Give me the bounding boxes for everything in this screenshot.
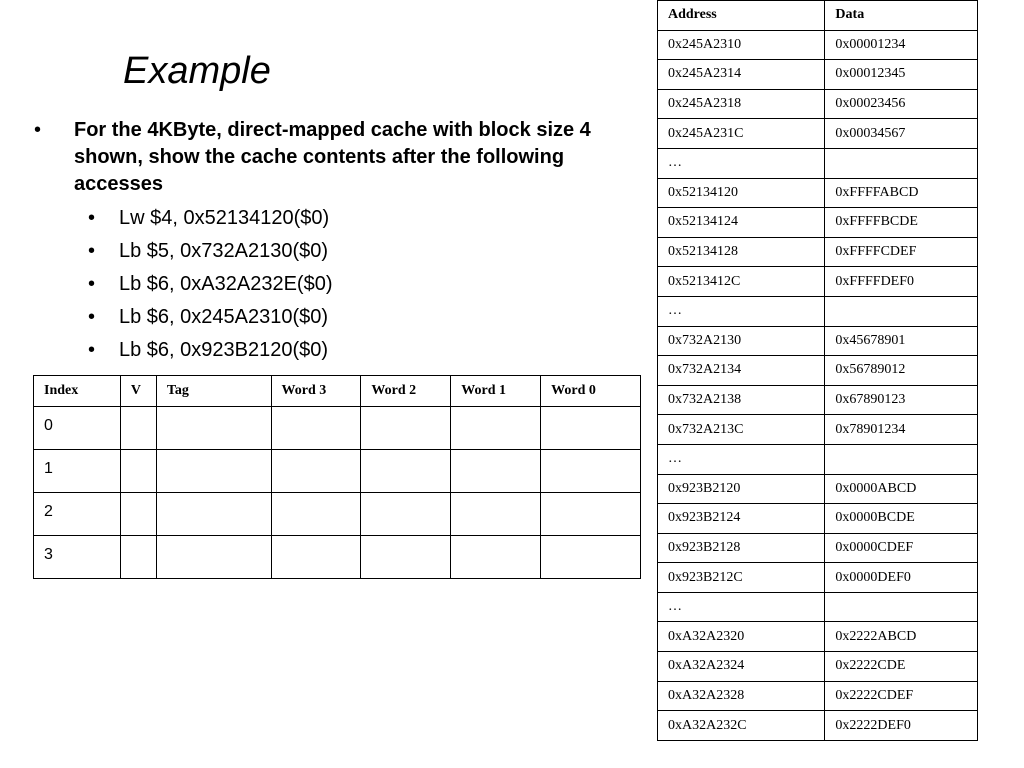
memory-row xyxy=(658,208,978,238)
cache-row xyxy=(34,536,641,579)
cache-cell-word1 xyxy=(451,536,541,579)
bullet-dot-icon: • xyxy=(88,339,96,361)
access-item xyxy=(74,301,614,334)
memory-row xyxy=(658,30,978,60)
memory-cell-address: … xyxy=(658,296,825,326)
cache-cell-valid xyxy=(120,536,156,579)
memory-row xyxy=(658,681,978,711)
cache-cell-index: 3 xyxy=(34,536,121,579)
memory-cell-address: 0xA32A2324 xyxy=(658,652,825,682)
bullet-dot-icon: • xyxy=(88,306,96,328)
cache-row xyxy=(34,407,641,450)
memory-row xyxy=(658,563,978,593)
cache-cell-index: 1 xyxy=(34,450,121,493)
memory-row xyxy=(658,533,978,563)
cache-cell-index: 0 xyxy=(34,407,121,450)
memory-cell-data: 0x56789012 xyxy=(825,356,978,386)
memory-cell-data: 0x0000ABCD xyxy=(825,474,978,504)
memory-row xyxy=(658,237,978,267)
column-header-word0: Word 0 xyxy=(541,376,641,407)
memory-cell-data: 0x2222DEF0 xyxy=(825,711,978,741)
cache-cell-valid xyxy=(120,493,156,536)
column-header-word1: Word 1 xyxy=(451,376,541,407)
memory-cell-address: 0x732A2130 xyxy=(658,326,825,356)
memory-cell-address: … xyxy=(658,148,825,178)
memory-row xyxy=(658,148,978,178)
cache-cell-word3 xyxy=(271,493,361,536)
bullet-dot-icon: • xyxy=(34,119,42,141)
memory-cell-data: 0x00023456 xyxy=(825,89,978,119)
memory-header-row xyxy=(658,1,978,31)
bullet-dot-icon: • xyxy=(88,207,96,229)
memory-cell-data xyxy=(825,444,978,474)
memory-row xyxy=(658,385,978,415)
cache-cell-word2 xyxy=(361,450,451,493)
memory-cell-address: 0x732A213C xyxy=(658,415,825,445)
memory-cell-address: 0x52134128 xyxy=(658,237,825,267)
memory-cell-address: 0x923B2120 xyxy=(658,474,825,504)
memory-cell-address: 0x923B2128 xyxy=(658,533,825,563)
memory-row xyxy=(658,592,978,622)
cache-cell-word0 xyxy=(541,407,641,450)
memory-cell-data xyxy=(825,148,978,178)
memory-row xyxy=(658,652,978,682)
memory-row xyxy=(658,178,978,208)
main-bullet-text: For the 4KByte, direct-mapped cache with block size 4 shown, show the cache contents after the following accesses xyxy=(74,119,591,195)
cache-cell-index: 2 xyxy=(34,493,121,536)
column-header-word2: Word 2 xyxy=(361,376,451,407)
slide-title: Example xyxy=(123,50,271,92)
memory-row xyxy=(658,711,978,741)
access-list xyxy=(74,202,614,367)
memory-cell-data: 0x0000DEF0 xyxy=(825,563,978,593)
memory-cell-address: 0x5213412C xyxy=(658,267,825,297)
memory-cell-data: 0x0000CDEF xyxy=(825,533,978,563)
cache-cell-word2 xyxy=(361,493,451,536)
memory-cell-data: 0xFFFFABCD xyxy=(825,178,978,208)
cache-cell-valid xyxy=(120,450,156,493)
memory-cell-data xyxy=(825,592,978,622)
memory-cell-address: 0x732A2138 xyxy=(658,385,825,415)
memory-cell-data: 0x78901234 xyxy=(825,415,978,445)
cache-cell-tag xyxy=(156,493,271,536)
cache-cell-word0 xyxy=(541,536,641,579)
column-header-index: Index xyxy=(34,376,121,407)
cache-cell-valid xyxy=(120,407,156,450)
memory-cell-address: 0x923B212C xyxy=(658,563,825,593)
memory-row xyxy=(658,326,978,356)
column-header-address: Address xyxy=(658,1,825,31)
cache-cell-tag xyxy=(156,407,271,450)
memory-cell-address: … xyxy=(658,592,825,622)
memory-cell-data: 0x2222CDEF xyxy=(825,681,978,711)
cache-cell-word2 xyxy=(361,536,451,579)
memory-cell-address: 0x245A231C xyxy=(658,119,825,149)
memory-row xyxy=(658,622,978,652)
memory-cell-address: 0x732A2134 xyxy=(658,356,825,386)
cache-table xyxy=(33,375,641,579)
memory-cell-data: 0x2222ABCD xyxy=(825,622,978,652)
bullet-dot-icon: • xyxy=(88,240,96,262)
column-header-valid: V xyxy=(120,376,156,407)
memory-cell-address: 0x52134120 xyxy=(658,178,825,208)
cache-cell-word1 xyxy=(451,407,541,450)
memory-cell-address: 0xA32A2320 xyxy=(658,622,825,652)
memory-cell-address: 0x245A2318 xyxy=(658,89,825,119)
cache-cell-tag xyxy=(156,450,271,493)
cache-cell-word3 xyxy=(271,450,361,493)
access-item-text: Lb $6, 0x923B2120($0) xyxy=(119,339,329,361)
memory-row xyxy=(658,356,978,386)
memory-cell-address: 0x245A2310 xyxy=(658,30,825,60)
memory-cell-data: 0x00034567 xyxy=(825,119,978,149)
memory-cell-address: 0xA32A2328 xyxy=(658,681,825,711)
cache-cell-word0 xyxy=(541,493,641,536)
memory-cell-data: 0xFFFFDEF0 xyxy=(825,267,978,297)
cache-cell-word0 xyxy=(541,450,641,493)
memory-row xyxy=(658,267,978,297)
memory-row xyxy=(658,119,978,149)
memory-cell-data: 0x0000BCDE xyxy=(825,504,978,534)
column-header-data: Data xyxy=(825,1,978,31)
cache-cell-word3 xyxy=(271,536,361,579)
access-item-text: Lb $6, 0xA32A232E($0) xyxy=(119,273,333,295)
access-item-text: Lb $6, 0x245A2310($0) xyxy=(119,306,329,328)
memory-cell-data: 0xFFFFCDEF xyxy=(825,237,978,267)
memory-cell-address: 0x923B2124 xyxy=(658,504,825,534)
memory-row xyxy=(658,504,978,534)
cache-cell-word1 xyxy=(451,493,541,536)
cache-header-row xyxy=(34,376,641,407)
memory-cell-data: 0xFFFFBCDE xyxy=(825,208,978,238)
memory-cell-address: 0x245A2314 xyxy=(658,60,825,90)
column-header-word3: Word 3 xyxy=(271,376,361,407)
memory-row xyxy=(658,474,978,504)
memory-row xyxy=(658,89,978,119)
memory-cell-data: 0x2222CDE xyxy=(825,652,978,682)
memory-cell-data: 0x67890123 xyxy=(825,385,978,415)
bullet-dot-icon: • xyxy=(88,273,96,295)
access-item xyxy=(74,202,614,235)
cache-row xyxy=(34,450,641,493)
cache-cell-word1 xyxy=(451,450,541,493)
bullet-list xyxy=(34,117,614,367)
main-bullet xyxy=(34,117,614,367)
memory-cell-address: 0x52134124 xyxy=(658,208,825,238)
access-item-text: Lw $4, 0x52134120($0) xyxy=(119,207,330,229)
memory-cell-data: 0x00012345 xyxy=(825,60,978,90)
access-item xyxy=(74,235,614,268)
memory-cell-data: 0x00001234 xyxy=(825,30,978,60)
access-item xyxy=(74,268,614,301)
column-header-tag: Tag xyxy=(156,376,271,407)
memory-cell-data xyxy=(825,296,978,326)
cache-cell-word3 xyxy=(271,407,361,450)
memory-row xyxy=(658,60,978,90)
cache-cell-tag xyxy=(156,536,271,579)
memory-cell-address: 0xA32A232C xyxy=(658,711,825,741)
memory-cell-data: 0x45678901 xyxy=(825,326,978,356)
cache-cell-word2 xyxy=(361,407,451,450)
memory-row xyxy=(658,296,978,326)
memory-cell-address: … xyxy=(658,444,825,474)
memory-row xyxy=(658,444,978,474)
memory-table xyxy=(657,0,978,741)
memory-row xyxy=(658,415,978,445)
access-item xyxy=(74,334,614,367)
access-item-text: Lb $5, 0x732A2130($0) xyxy=(119,240,329,262)
cache-row xyxy=(34,493,641,536)
